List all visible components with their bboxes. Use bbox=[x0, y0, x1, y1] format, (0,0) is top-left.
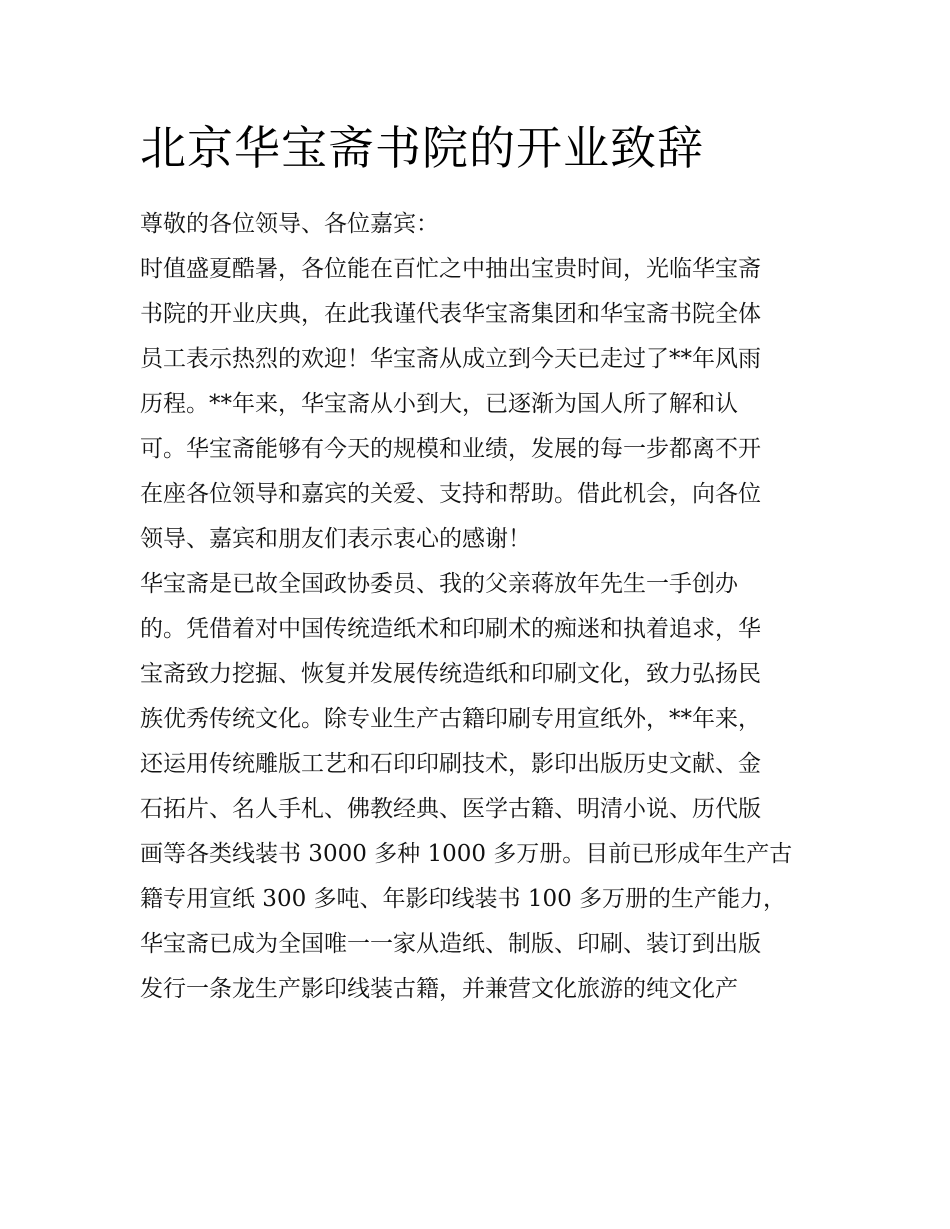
text-line: 员工表示热烈的欢迎！华宝斋从成立到今天已走过了**年风雨 bbox=[140, 346, 761, 372]
text-line: 的。凭借着对中国传统造纸术和印刷术的痴迷和执着追求，华 bbox=[140, 616, 761, 642]
text-line: 书院的开业庆典，在此我谨代表华宝斋集团和华宝斋书院全体 bbox=[140, 301, 761, 327]
text-line: 族优秀传统文化。除专业生产古籍印刷专用宣纸外，**年来， bbox=[140, 706, 761, 732]
text-line: 时值盛夏酷暑，各位能在百忙之中抽出宝贵时间，光临华宝斋 bbox=[140, 256, 761, 282]
text-line: 还运用传统雕版工艺和石印印刷技术，影印出版历史文献、金 bbox=[140, 751, 761, 777]
text-line: 可。华宝斋能够有今天的规模和业绩，发展的每一步都离不开 bbox=[140, 436, 761, 462]
document-title: 北京华宝斋书院的开业致辞 bbox=[140, 121, 704, 175]
text-line: 石拓片、名人手札、佛教经典、医学古籍、明清小说、历代版 bbox=[140, 796, 761, 822]
text-line: 宝斋致力挖掘、恢复并发展传统造纸和印刷文化，致力弘扬民 bbox=[140, 661, 761, 687]
text-line: 华宝斋已成为全国唯一一家从造纸、制版、印刷、装订到出版 bbox=[140, 931, 761, 957]
text-line: 历程。**年来，华宝斋从小到大，已逐渐为国人所了解和认 bbox=[140, 391, 738, 417]
text-line: 在座各位领导和嘉宾的关爱、支持和帮助。借此机会，向各位 bbox=[140, 481, 761, 507]
text-line: 华宝斋是已故全国政协委员、我的父亲蒋放年先生一手创办 bbox=[140, 571, 738, 597]
text-line: 尊敬的各位领导、各位嘉宾： bbox=[140, 211, 439, 237]
document-body bbox=[140, 202, 820, 1012]
text-line: 籍专用宣纸 300 多吨、年影印线装书 100 多万册的生产能力， bbox=[140, 886, 787, 912]
text-line: 发行一条龙生产影印线装古籍，并兼营文化旅游的纯文化产 bbox=[140, 976, 738, 1002]
text-line: 领导、嘉宾和朋友们表示衷心的感谢！ bbox=[140, 526, 531, 552]
text-line: 画等各类线装书 3000 多种 1000 多万册。目前已形成年生产古 bbox=[140, 841, 793, 867]
